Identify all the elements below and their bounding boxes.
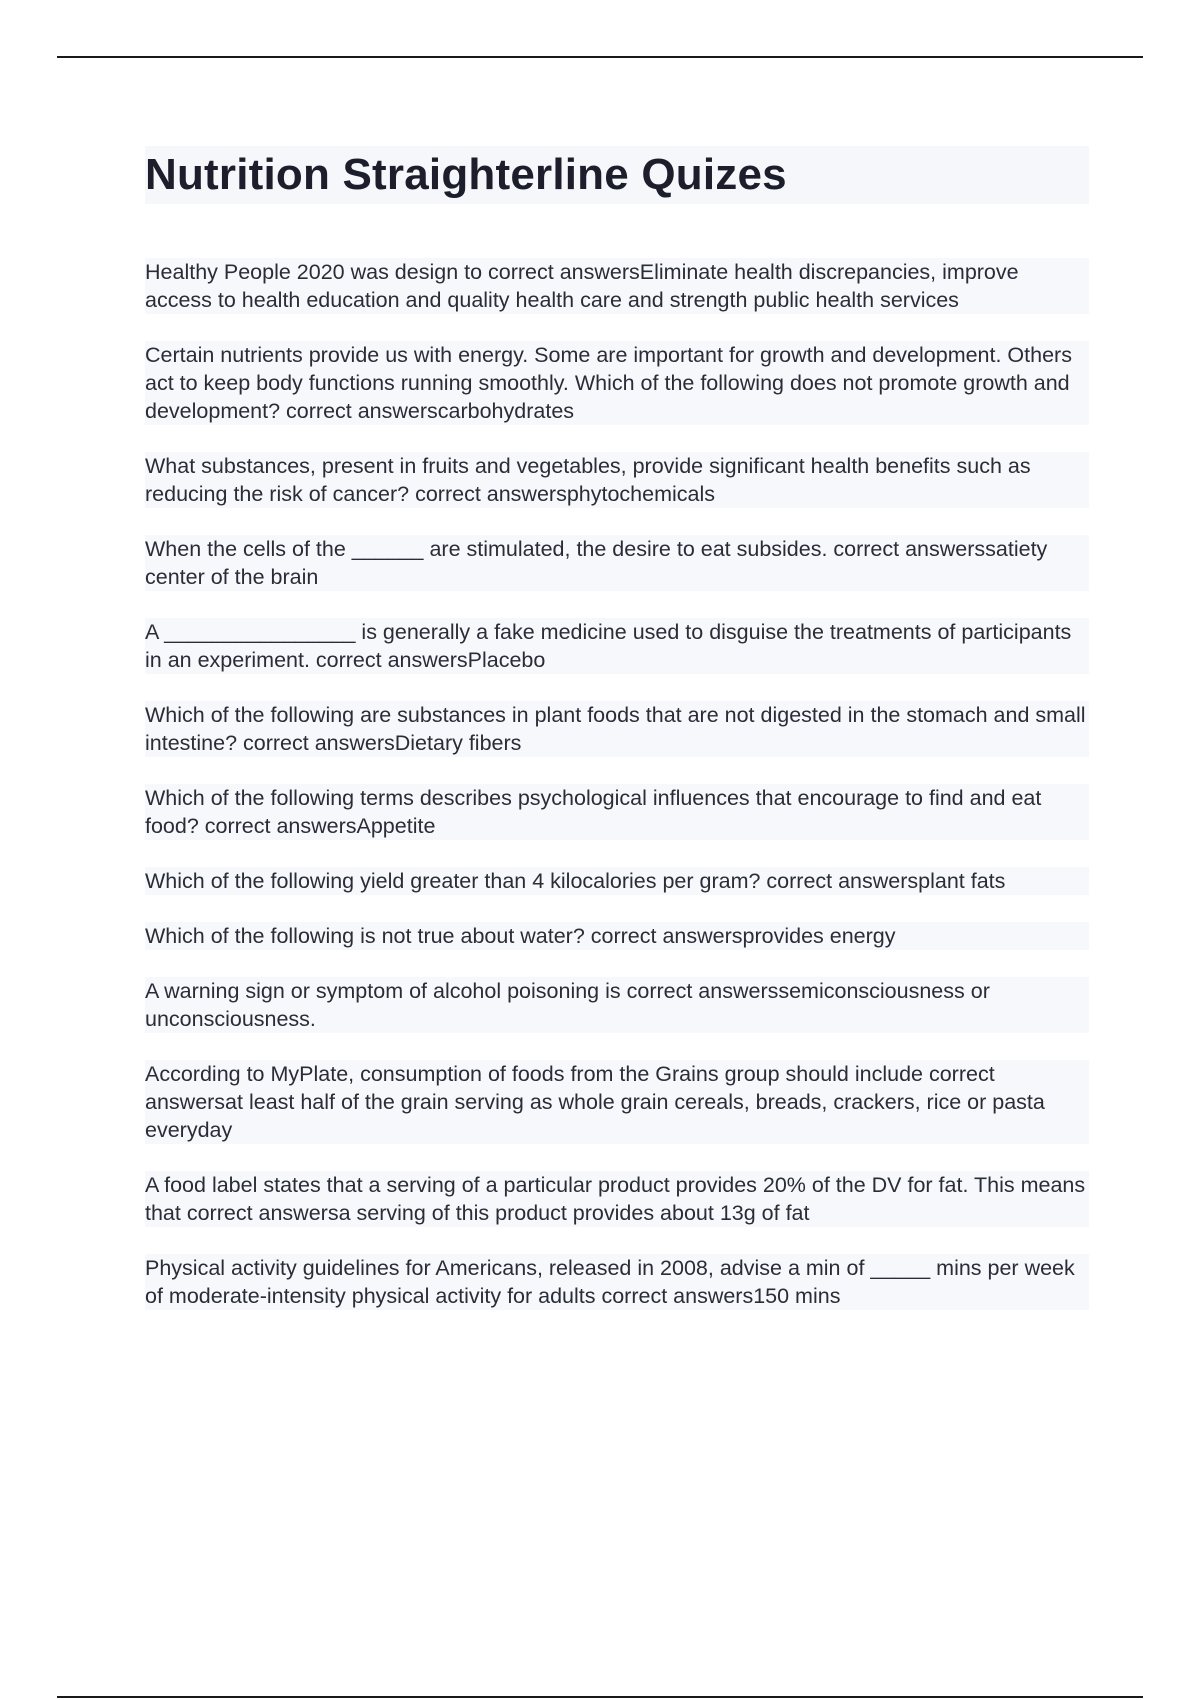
quiz-item-8: Which of the following yield greater than 4 kilocalories per gram? correct answersplant fats xyxy=(145,867,1089,895)
quiz-item-1: Healthy People 2020 was design to correct answersEliminate health discrepancies, improve access to health education and quality health care and strength public health services xyxy=(145,258,1089,314)
quiz-item-13: Physical activity guidelines for Americans, released in 2008, advise a min of _____ mins per week of moderate-intensity physical activity for adults correct answers150 mins xyxy=(145,1254,1089,1310)
quiz-item-10: A warning sign or symptom of alcohol poisoning is correct answerssemiconsciousness or unconsciousness. xyxy=(145,977,1089,1033)
quiz-item-2: Certain nutrients provide us with energy. Some are important for growth and development. Others act to keep body functions running smoothly. Which of the following does not promote growth and development? correct answerscarbohydrates xyxy=(145,341,1089,425)
quiz-item-4: When the cells of the ______ are stimulated, the desire to eat subsides. correct answerssatiety center of the brain xyxy=(145,535,1089,591)
quiz-item-7: Which of the following terms describes psychological influences that encourage to find and eat food? correct answersAppetite xyxy=(145,784,1089,840)
quiz-item-11: According to MyPlate, consumption of foods from the Grains group should include correct answersat least half of the grain serving as whole grain cereals, breads, crackers, rice or pasta everyday xyxy=(145,1060,1089,1144)
quiz-item-9: Which of the following is not true about water? correct answersprovides energy xyxy=(145,922,1089,950)
quiz-item-6: Which of the following are substances in plant foods that are not digested in the stomach and small intestine? correct answersDietary fibers xyxy=(145,701,1089,757)
document-title: Nutrition Straighterline Quizes xyxy=(145,150,787,199)
quiz-item-3: What substances, present in fruits and vegetables, provide significant health benefits such as reducing the risk of cancer? correct answersphytochemicals xyxy=(145,452,1089,508)
top-rule xyxy=(57,56,1143,58)
title-block xyxy=(145,146,1089,204)
quiz-item-5: A ________________ is generally a fake medicine used to disguise the treatments of participants in an experiment. correct answersPlacebo xyxy=(145,618,1089,674)
bottom-rule xyxy=(57,1696,1143,1698)
document-body xyxy=(145,146,1089,1337)
quiz-item-12: A food label states that a serving of a particular product provides 20% of the DV for fat. This means that correct answersa serving of this product provides about 13g of fat xyxy=(145,1171,1089,1227)
